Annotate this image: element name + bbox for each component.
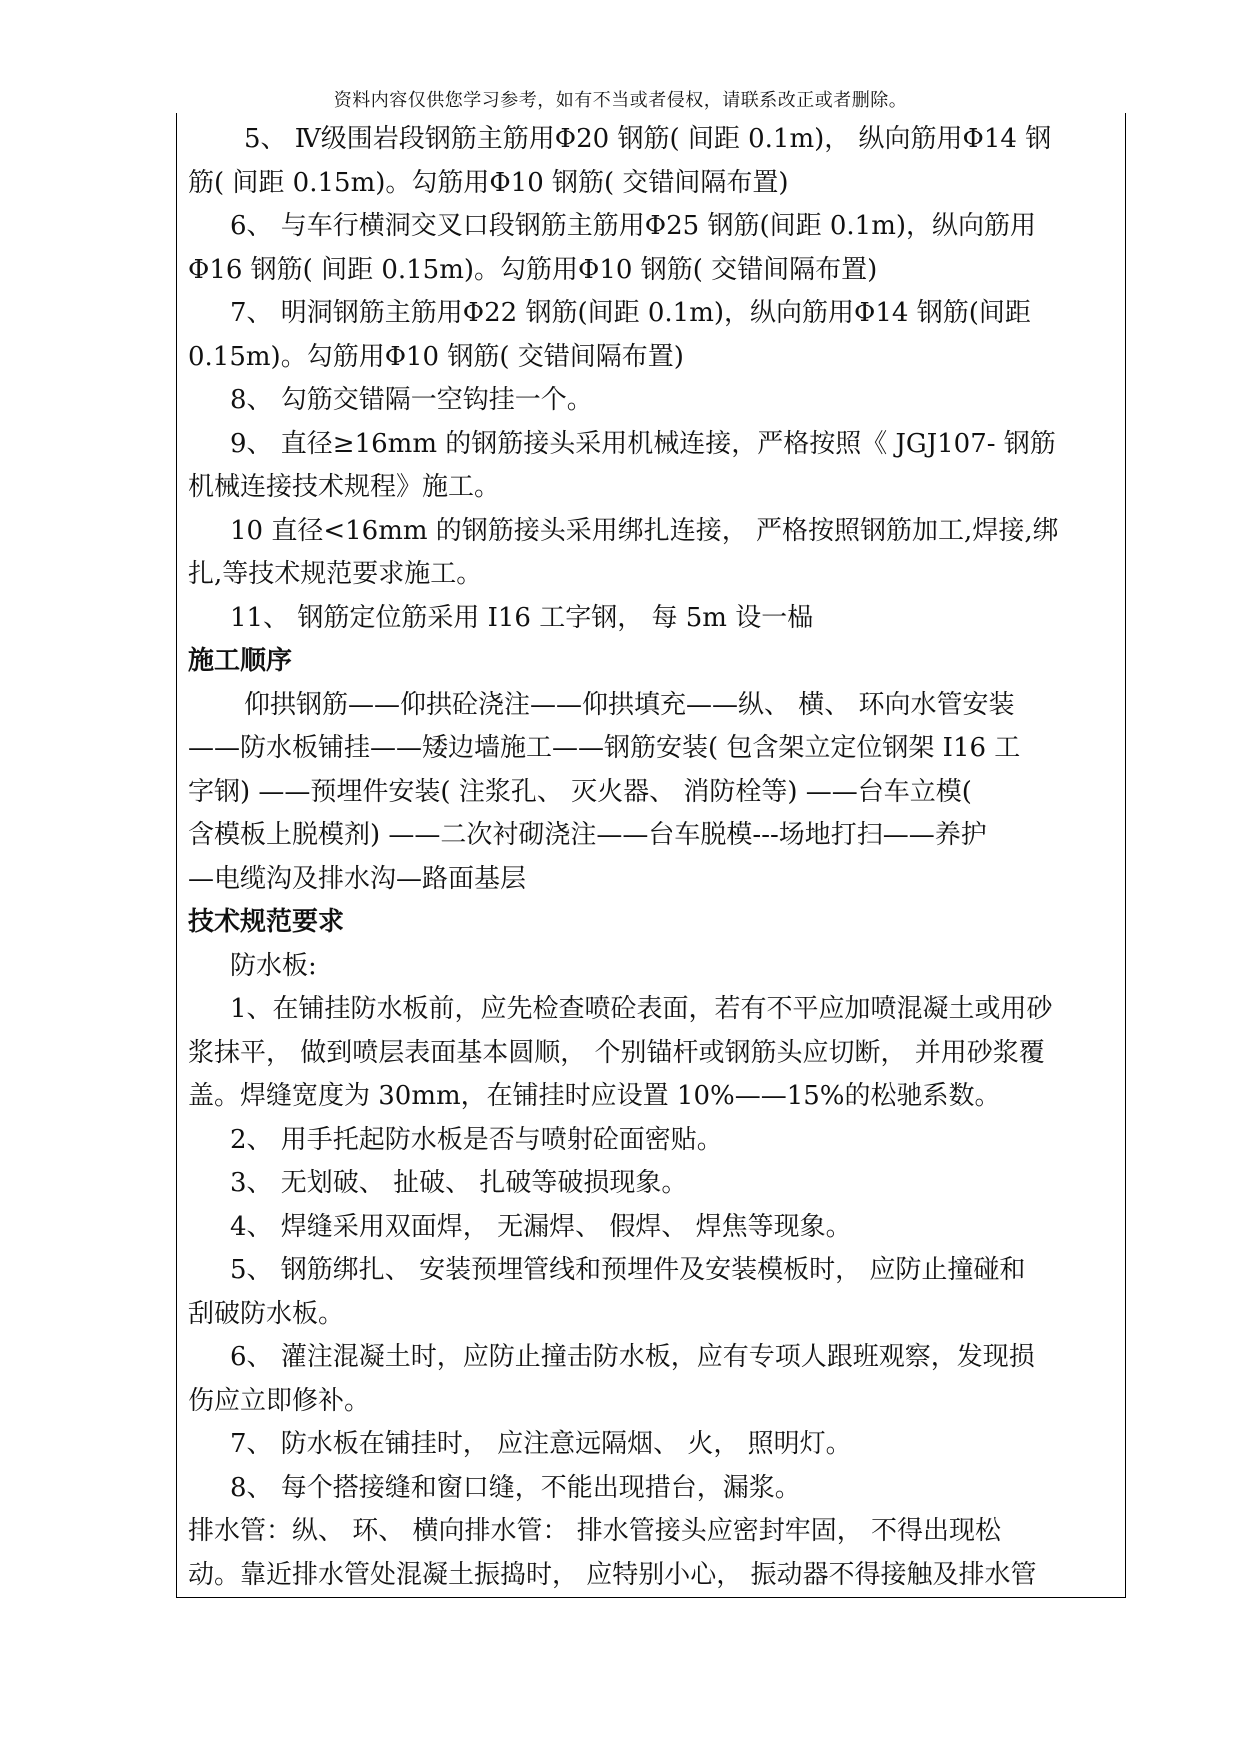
text-line: 盖。焊缝宽度为 30mm，在铺挂时应设置 10%——15%的松驰系数。 <box>188 1081 1001 1111</box>
text-line: 机械连接技术规程》施工。 <box>188 472 501 502</box>
section-heading: 施工顺序 <box>188 646 293 676</box>
text-line: —电缆沟及排水沟—路面基层 <box>188 863 527 894</box>
text-line: 含模板上脱模剂) ——二次衬砌浇注——台车脱模---场地打扫——养护 <box>188 820 987 850</box>
section-heading: 技术规范要求 <box>188 907 345 937</box>
text-line: 排水管：纵、 环、 横向排水管： 排水管接头应密封牢固， 不得出现松 <box>188 1516 1002 1546</box>
text-line: 0.15m)。勾筋用Φ10 钢筋( 交错间隔布置) <box>188 341 684 372</box>
text-line: 刮破防水板。 <box>188 1298 345 1329</box>
document-body <box>188 118 1122 1597</box>
text-line: 10 直径<16mm 的钢筋接头采用绑扎连接， 严格按照钢筋加工,焊接,绑 <box>230 515 1059 546</box>
text-line: 9、 直径≥16mm 的钢筋接头采用机械连接，严格按照《 JGJ107- 钢筋 <box>230 428 1056 459</box>
text-line: 4、 焊缝采用双面焊， 无漏焊、 假焊、 焊焦等现象。 <box>230 1211 852 1242</box>
text-line: 1、在铺挂防水板前，应先检查喷砼表面，若有不平应加喷混凝土或用砂 <box>230 994 1053 1024</box>
page-header-disclaimer: 资料内容仅供您学习参考，如有不当或者侵权，请联系改正或者删除。 <box>333 90 908 111</box>
text-line: 7、 防水板在铺挂时， 应注意远隔烟、 火， 照明灯。 <box>230 1429 852 1459</box>
text-line: 3、 无划破、 扯破、 扎破等破损现象。 <box>230 1168 688 1198</box>
text-line: 8、 每个搭接缝和窗口缝，不能出现措台，漏浆。 <box>230 1472 801 1503</box>
text-line: 6、 与车行横洞交叉口段钢筋主筋用Φ25 钢筋(间距 0.1m)，纵向筋用 <box>230 211 1037 241</box>
text-line: Φ16 钢筋( 间距 0.15m)。勾筋用Φ10 钢筋( 交错间隔布置) <box>188 254 878 285</box>
text-line: 动。靠近排水管处混凝土振捣时， 应特别小心， 振动器不得接触及排水管 <box>188 1559 1037 1590</box>
text-line: 筋( 间距 0.15m)。勾筋用Φ10 钢筋( 交错间隔布置) <box>188 167 789 198</box>
text-line: 6、 灌注混凝土时，应防止撞击防水板，应有专项人跟班观察，发现损 <box>230 1342 1035 1372</box>
text-line: 浆抹平， 做到喷层表面基本圆顺， 个别锚杆或钢筋头应切断， 并用砂浆覆 <box>188 1037 1045 1068</box>
text-line: 伤应立即修补。 <box>188 1385 371 1416</box>
text-line: 防水板: <box>230 950 317 981</box>
text-line: 仰拱钢筋——仰拱砼浇注——仰拱填充——纵、 横、 环向水管安装 <box>244 689 1015 720</box>
text-line: 扎,等技术规范要求施工。 <box>188 559 483 589</box>
text-line: 5、 Ⅳ级围岩段钢筋主筋用Φ20 钢筋( 间距 0.1m)， 纵向筋用Φ14 钢 <box>244 124 1052 154</box>
text-line: 字钢) ——预埋件安装( 注浆孔、 灭火器、 消防栓等) ——台车立模( <box>188 776 972 807</box>
text-line: 2、 用手托起防水板是否与喷射砼面密贴。 <box>230 1124 723 1155</box>
text-line: 11、 钢筋定位筋采用 I16 工字钢， 每 5m 设一榀 <box>230 602 814 633</box>
text-line: 8、 勾筋交错隔一空钩挂一个。 <box>230 385 593 415</box>
text-line: 7、 明洞钢筋主筋用Φ22 钢筋(间距 0.1m)，纵向筋用Φ14 钢筋(间距 <box>230 298 1031 328</box>
text-line: ——防水板铺挂——矮边墙施工——钢筋安装( 包含架立定位钢架 I16 工 <box>188 733 1021 763</box>
text-line: 5、 钢筋绑扎、 安装预埋管线和预埋件及安装模板时， 应防止撞碰和 <box>230 1255 1026 1285</box>
